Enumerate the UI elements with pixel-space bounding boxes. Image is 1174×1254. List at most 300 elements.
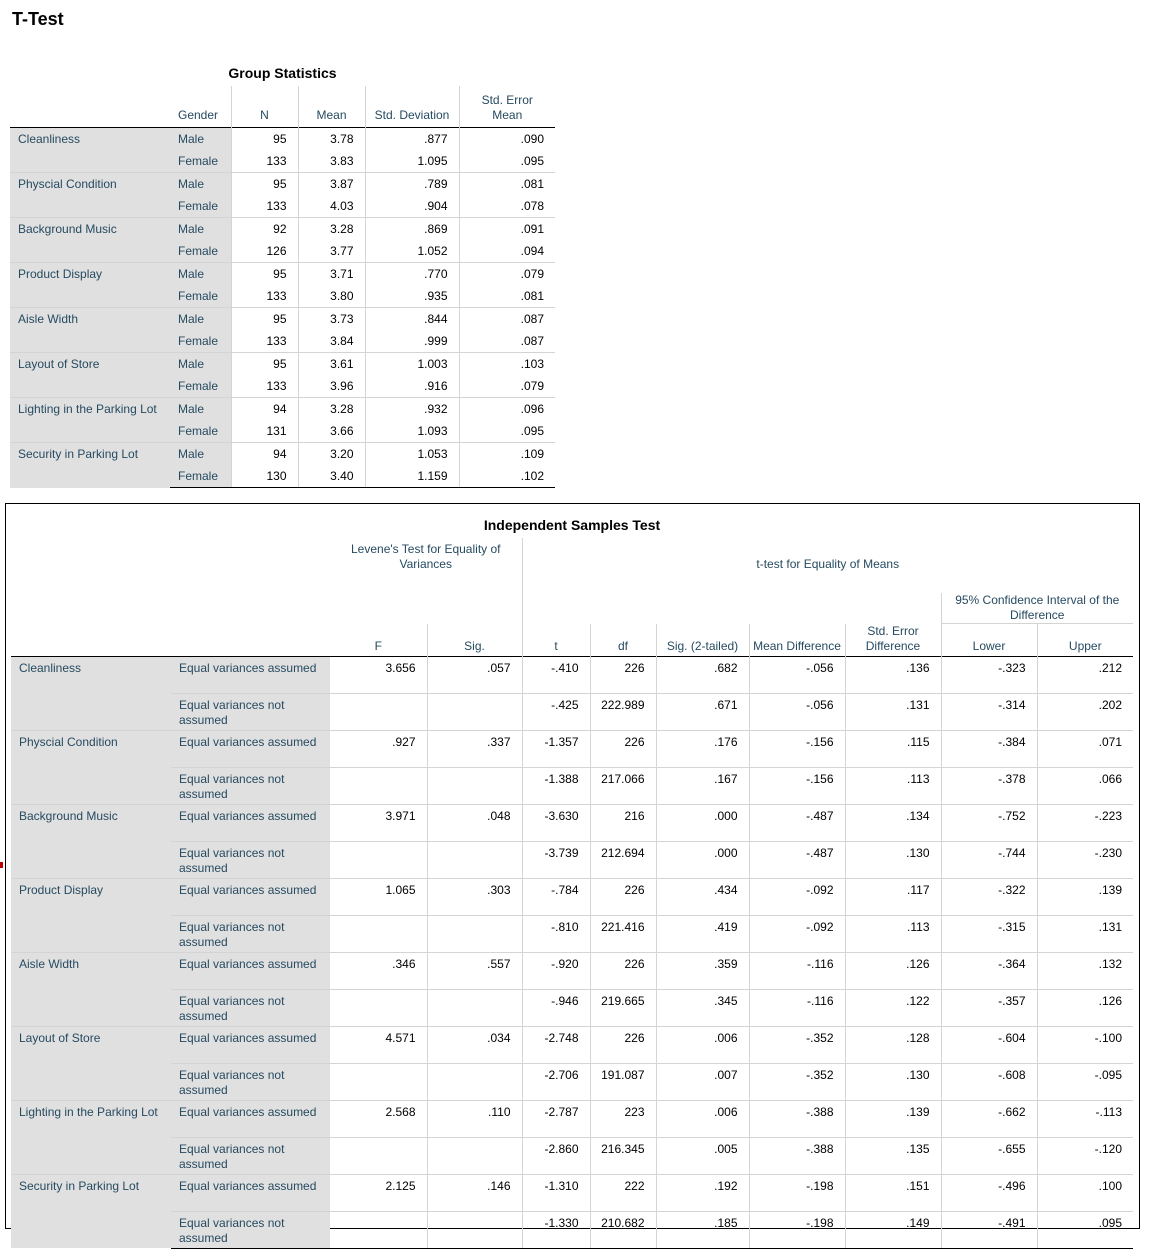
std-error-cell: .094	[459, 240, 555, 263]
table-row[interactable]	[11, 952, 1133, 989]
upper-cell: -.223	[1037, 804, 1133, 841]
header-t: t	[522, 624, 590, 657]
table-row[interactable]	[10, 173, 555, 196]
mean-cell: 3.40	[298, 465, 365, 488]
n-cell: 95	[231, 128, 298, 151]
f-cell: 2.568	[330, 1100, 427, 1137]
std-error-cell: .079	[459, 375, 555, 398]
sig-cell	[427, 1137, 522, 1174]
gender-label: Male	[170, 308, 231, 331]
header-f: F	[374, 638, 382, 653]
table-row[interactable]	[11, 1026, 1133, 1063]
std-error-difference-cell: .134	[845, 804, 941, 841]
sig-cell: .557	[427, 952, 522, 989]
gender-label: Female	[170, 375, 231, 398]
gender-label: Male	[170, 353, 231, 376]
t-cell: -.410	[522, 656, 590, 693]
std-error-cell: .081	[459, 173, 555, 196]
n-cell: 133	[231, 195, 298, 218]
header-blank-2	[11, 572, 330, 593]
std-error-difference-cell: .131	[845, 693, 941, 730]
df-cell: 226	[590, 656, 656, 693]
mean-cell: 3.20	[298, 443, 365, 466]
row-label: Product Display	[11, 878, 171, 952]
f-cell: 2.125	[330, 1174, 427, 1211]
table-row[interactable]	[11, 841, 1133, 878]
std-error-difference-cell: .151	[845, 1174, 941, 1211]
variance-assumption-label: Equal variances not assumed	[171, 1063, 330, 1100]
lower-cell: -.384	[941, 730, 1037, 767]
mean-cell: 3.87	[298, 173, 365, 196]
std-error-cell: .096	[459, 398, 555, 421]
t-cell: -1.388	[522, 767, 590, 804]
lower-cell: -.378	[941, 767, 1037, 804]
f-cell: 1.065	[330, 878, 427, 915]
gender-label: Female	[170, 420, 231, 443]
header-ttest: t-test for Equality of Means	[522, 538, 1133, 593]
t-cell: -.810	[522, 915, 590, 952]
upper-cell: .071	[1037, 730, 1133, 767]
variance-assumption-label: Equal variances assumed	[171, 952, 330, 989]
f-cell	[330, 693, 427, 730]
table-row[interactable]	[10, 353, 555, 376]
sig-cell: .048	[427, 804, 522, 841]
sig-2-tailed-cell: .176	[656, 730, 749, 767]
t-cell: -2.748	[522, 1026, 590, 1063]
header-lower: Lower	[941, 624, 1037, 657]
std-error-cell: .095	[459, 150, 555, 173]
n-cell: 95	[231, 263, 298, 286]
df-cell: 210.682	[590, 1211, 656, 1248]
sig-2-tailed-cell: .345	[656, 989, 749, 1026]
sig-cell	[427, 841, 522, 878]
header-blank-3	[11, 593, 330, 624]
mean-cell: 3.61	[298, 353, 365, 376]
row-label: Lighting in the Parking Lot	[10, 398, 170, 443]
n-cell: 133	[231, 330, 298, 353]
std-deviation-cell: .770	[365, 263, 459, 286]
mean-cell: 4.03	[298, 195, 365, 218]
std-deviation-cell: .869	[365, 218, 459, 241]
df-cell: 226	[590, 952, 656, 989]
row-label: Lighting in the Parking Lot	[11, 1100, 171, 1174]
std-error-difference-cell: .135	[845, 1137, 941, 1174]
df-cell: 226	[590, 878, 656, 915]
mean-cell: 3.73	[298, 308, 365, 331]
lower-cell: -.323	[941, 656, 1037, 693]
header-std-error-line1: Std. Error	[481, 93, 533, 107]
df-cell: 191.087	[590, 1063, 656, 1100]
std-error-cell: .090	[459, 128, 555, 151]
std-deviation-cell: 1.095	[365, 150, 459, 173]
std-error-difference-cell: .136	[845, 656, 941, 693]
std-deviation-cell: .999	[365, 330, 459, 353]
independent-samples-table[interactable]	[11, 512, 1133, 1249]
sig-2-tailed-cell: .005	[656, 1137, 749, 1174]
mean-difference-cell: -.198	[749, 1174, 845, 1211]
variance-assumption-label: Equal variances assumed	[171, 1026, 330, 1063]
header-df: df	[590, 624, 656, 657]
f-cell: .346	[330, 952, 427, 989]
group-statistics-title: Group Statistics	[228, 65, 337, 81]
t-cell: -2.860	[522, 1137, 590, 1174]
table-row[interactable]	[11, 878, 1133, 915]
header-blank-5	[522, 593, 941, 624]
header-sig: Sig.	[427, 624, 522, 657]
df-cell: 222	[590, 1174, 656, 1211]
std-error-difference-cell: .113	[845, 915, 941, 952]
variance-assumption-label: Equal variances assumed	[171, 730, 330, 767]
mean-cell: 3.78	[298, 128, 365, 151]
t-cell: -1.330	[522, 1211, 590, 1248]
header-std-error-difference: Std. Error Difference	[845, 624, 941, 657]
upper-cell: .095	[1037, 1211, 1133, 1248]
sig-2-tailed-cell: .434	[656, 878, 749, 915]
upper-cell: -.120	[1037, 1137, 1133, 1174]
sig-cell: .057	[427, 656, 522, 693]
row-label: Security in Parking Lot	[11, 1174, 171, 1248]
mean-cell: 3.66	[298, 420, 365, 443]
mean-difference-cell: -.116	[749, 952, 845, 989]
lower-cell: -.491	[941, 1211, 1037, 1248]
lower-cell: -.322	[941, 878, 1037, 915]
page-title: T-Test	[12, 9, 64, 29]
std-deviation-cell: .932	[365, 398, 459, 421]
upper-cell: .100	[1037, 1174, 1133, 1211]
header-std-deviation: Std. Deviation	[365, 86, 459, 128]
lower-cell: -.315	[941, 915, 1037, 952]
t-cell: -.784	[522, 878, 590, 915]
gender-label: Male	[170, 398, 231, 421]
upper-cell: -.113	[1037, 1100, 1133, 1137]
row-label: Layout of Store	[10, 353, 170, 398]
table-row[interactable]	[11, 1063, 1133, 1100]
mean-cell: 3.28	[298, 218, 365, 241]
df-cell: 212.694	[590, 841, 656, 878]
upper-cell: -.095	[1037, 1063, 1133, 1100]
std-deviation-cell: .935	[365, 285, 459, 308]
std-error-cell: .081	[459, 285, 555, 308]
table-row[interactable]	[11, 767, 1133, 804]
sig-cell	[427, 767, 522, 804]
std-error-difference-cell: .115	[845, 730, 941, 767]
row-label: Aisle Width	[11, 952, 171, 1026]
n-cell: 130	[231, 465, 298, 488]
std-error-cell: .078	[459, 195, 555, 218]
std-error-difference-cell: .113	[845, 767, 941, 804]
df-cell: 222.989	[590, 693, 656, 730]
table-row[interactable]	[10, 308, 555, 331]
df-cell: 219.665	[590, 989, 656, 1026]
std-deviation-cell: .789	[365, 173, 459, 196]
mean-difference-cell: -.352	[749, 1026, 845, 1063]
t-cell: -.425	[522, 693, 590, 730]
header-n: N	[231, 86, 298, 128]
mean-difference-cell: -.092	[749, 915, 845, 952]
upper-cell: .202	[1037, 693, 1133, 730]
row-marker	[0, 862, 3, 868]
sig-2-tailed-cell: .167	[656, 767, 749, 804]
mean-cell: 3.96	[298, 375, 365, 398]
lower-cell: -.744	[941, 841, 1037, 878]
gender-label: Male	[170, 443, 231, 466]
std-deviation-cell: .916	[365, 375, 459, 398]
sig-cell: .337	[427, 730, 522, 767]
f-cell	[330, 1137, 427, 1174]
header-std-error-line2: Mean	[492, 108, 523, 122]
gender-label: Male	[170, 128, 231, 151]
sig-cell	[427, 693, 522, 730]
mean-difference-cell: -.487	[749, 841, 845, 878]
lower-cell: -.496	[941, 1174, 1037, 1211]
std-deviation-cell: 1.052	[365, 240, 459, 263]
n-cell: 94	[231, 443, 298, 466]
sig-cell: .110	[427, 1100, 522, 1137]
f-cell	[330, 1211, 427, 1248]
lower-cell: -.314	[941, 693, 1037, 730]
sig-2-tailed-cell: .192	[656, 1174, 749, 1211]
gender-label: Female	[170, 330, 231, 353]
lower-cell: -.655	[941, 1137, 1037, 1174]
df-cell: 221.416	[590, 915, 656, 952]
mean-difference-cell: -.092	[749, 878, 845, 915]
table-row[interactable]	[11, 1100, 1133, 1137]
f-cell	[330, 1063, 427, 1100]
std-error-cell: .087	[459, 330, 555, 353]
header-sig-2-tailed: Sig. (2-tailed)	[656, 624, 749, 657]
row-label: Layout of Store	[11, 1026, 171, 1100]
row-label: Cleanliness	[11, 656, 171, 730]
sig-2-tailed-cell: .359	[656, 952, 749, 989]
header-blank-4	[330, 593, 522, 624]
variance-assumption-label: Equal variances assumed	[171, 1100, 330, 1137]
std-error-difference-cell: .149	[845, 1211, 941, 1248]
mean-cell: 3.71	[298, 263, 365, 286]
row-label: Security in Parking Lot	[10, 443, 170, 488]
table-row[interactable]	[10, 218, 555, 241]
row-label: Physcial Condition	[11, 730, 171, 804]
n-cell: 133	[231, 375, 298, 398]
sig-cell	[427, 1211, 522, 1248]
table-row[interactable]	[11, 804, 1133, 841]
f-cell: .927	[330, 730, 427, 767]
std-deviation-cell: .844	[365, 308, 459, 331]
table-row[interactable]	[11, 1211, 1133, 1248]
table-row[interactable]	[11, 693, 1133, 730]
f-cell	[330, 841, 427, 878]
df-cell: 223	[590, 1100, 656, 1137]
table-row[interactable]	[11, 915, 1133, 952]
std-error-difference-cell: .126	[845, 952, 941, 989]
std-error-cell: .103	[459, 353, 555, 376]
variance-assumption-label: Equal variances not assumed	[171, 915, 330, 952]
group-statistics-table[interactable]	[10, 60, 555, 488]
gender-label: Male	[170, 173, 231, 196]
t-cell: -2.787	[522, 1100, 590, 1137]
mean-difference-cell: -.198	[749, 1211, 845, 1248]
n-cell: 95	[231, 173, 298, 196]
lower-cell: -.357	[941, 989, 1037, 1026]
sig-2-tailed-cell: .185	[656, 1211, 749, 1248]
mean-cell: 3.84	[298, 330, 365, 353]
variance-assumption-label: Equal variances not assumed	[171, 989, 330, 1026]
std-deviation-cell: 1.093	[365, 420, 459, 443]
table-row[interactable]	[11, 656, 1133, 693]
table-row[interactable]	[10, 128, 555, 151]
gender-label: Female	[170, 240, 231, 263]
std-error-cell: .091	[459, 218, 555, 241]
header-blank	[10, 86, 170, 128]
gender-label: Female	[170, 195, 231, 218]
lower-cell: -.608	[941, 1063, 1037, 1100]
mean-difference-cell: -.388	[749, 1137, 845, 1174]
sig-cell	[427, 1063, 522, 1100]
table-row[interactable]	[11, 1137, 1133, 1174]
t-cell: -3.630	[522, 804, 590, 841]
table-row[interactable]	[11, 730, 1133, 767]
f-cell: 3.971	[330, 804, 427, 841]
mean-cell: 3.77	[298, 240, 365, 263]
n-cell: 133	[231, 285, 298, 308]
f-cell	[330, 767, 427, 804]
mean-cell: 3.83	[298, 150, 365, 173]
t-cell: -.946	[522, 989, 590, 1026]
std-error-difference-cell: .130	[845, 841, 941, 878]
variance-assumption-label: Equal variances assumed	[171, 804, 330, 841]
std-error-difference-cell: .139	[845, 1100, 941, 1137]
row-label: Cleanliness	[10, 128, 170, 173]
std-error-difference-cell: .122	[845, 989, 941, 1026]
sig-2-tailed-cell: .000	[656, 804, 749, 841]
table-row[interactable]	[10, 263, 555, 286]
upper-cell: .126	[1037, 989, 1133, 1026]
std-deviation-cell: 1.003	[365, 353, 459, 376]
upper-cell: -.230	[1037, 841, 1133, 878]
gender-label: Male	[170, 218, 231, 241]
header-blank-1	[11, 538, 330, 572]
n-cell: 131	[231, 420, 298, 443]
t-cell: -2.706	[522, 1063, 590, 1100]
header-std-error-mean	[459, 86, 555, 128]
variance-assumption-label: Equal variances not assumed	[171, 841, 330, 878]
sig-cell	[427, 989, 522, 1026]
f-cell	[330, 989, 427, 1026]
mean-difference-cell: -.388	[749, 1100, 845, 1137]
upper-cell: .066	[1037, 767, 1133, 804]
df-cell: 217.066	[590, 767, 656, 804]
n-cell: 92	[231, 218, 298, 241]
independent-samples-panel	[5, 503, 1140, 1245]
mean-cell: 3.28	[298, 398, 365, 421]
variance-assumption-label: Equal variances assumed	[171, 878, 330, 915]
sig-2-tailed-cell: .671	[656, 693, 749, 730]
table-row[interactable]	[10, 443, 555, 466]
std-deviation-cell: 1.053	[365, 443, 459, 466]
gender-label: Male	[170, 263, 231, 286]
mean-difference-cell: -.056	[749, 693, 845, 730]
t-cell: -.920	[522, 952, 590, 989]
t-cell: -1.310	[522, 1174, 590, 1211]
std-error-cell: .102	[459, 465, 555, 488]
n-cell: 133	[231, 150, 298, 173]
header-gender: Gender	[178, 108, 219, 122]
variance-assumption-label: Equal variances not assumed	[171, 693, 330, 730]
variance-assumption-label: Equal variances not assumed	[171, 767, 330, 804]
mean-difference-cell: -.056	[749, 656, 845, 693]
sig-2-tailed-cell: .007	[656, 1063, 749, 1100]
header-ci: 95% Confidence Interval of the Difference	[941, 593, 1133, 624]
variance-assumption-label: Equal variances not assumed	[171, 1137, 330, 1174]
df-cell: 226	[590, 730, 656, 767]
std-error-difference-cell: .117	[845, 878, 941, 915]
sig-2-tailed-cell: .682	[656, 656, 749, 693]
variance-assumption-label: Equal variances assumed	[171, 656, 330, 693]
table-row[interactable]	[10, 398, 555, 421]
lower-cell: -.364	[941, 952, 1037, 989]
gender-label: Female	[170, 150, 231, 173]
std-error-difference-cell: .130	[845, 1063, 941, 1100]
row-label: Background Music	[10, 218, 170, 263]
lower-cell: -.604	[941, 1026, 1037, 1063]
std-error-difference-cell: .128	[845, 1026, 941, 1063]
std-deviation-cell: .877	[365, 128, 459, 151]
gender-label: Female	[170, 285, 231, 308]
std-deviation-cell: 1.159	[365, 465, 459, 488]
variance-assumption-label: Equal variances assumed	[171, 1174, 330, 1211]
mean-difference-cell: -.156	[749, 767, 845, 804]
gender-label: Female	[170, 465, 231, 488]
row-label: Physcial Condition	[10, 173, 170, 218]
sig-2-tailed-cell: .006	[656, 1100, 749, 1137]
mean-difference-cell: -.116	[749, 989, 845, 1026]
std-error-cell: .109	[459, 443, 555, 466]
n-cell: 126	[231, 240, 298, 263]
mean-difference-cell: -.352	[749, 1063, 845, 1100]
std-error-cell: .079	[459, 263, 555, 286]
std-deviation-cell: .904	[365, 195, 459, 218]
mean-difference-cell: -.156	[749, 730, 845, 767]
sig-cell: .146	[427, 1174, 522, 1211]
upper-cell: .139	[1037, 878, 1133, 915]
mean-difference-cell: -.487	[749, 804, 845, 841]
sig-2-tailed-cell: .000	[656, 841, 749, 878]
df-cell: 216.345	[590, 1137, 656, 1174]
sig-cell	[427, 915, 522, 952]
lower-cell: -.752	[941, 804, 1037, 841]
n-cell: 94	[231, 398, 298, 421]
upper-cell: .212	[1037, 656, 1133, 693]
sig-cell: .303	[427, 878, 522, 915]
upper-cell: .132	[1037, 952, 1133, 989]
t-cell: -3.739	[522, 841, 590, 878]
row-label: Product Display	[10, 263, 170, 308]
lower-cell: -.662	[941, 1100, 1037, 1137]
upper-cell: .131	[1037, 915, 1133, 952]
table-row[interactable]	[11, 1174, 1133, 1211]
header-levene: Levene's Test for Equality of Variances	[351, 542, 501, 571]
header-upper: Upper	[1037, 624, 1133, 657]
header-mean: Mean	[298, 86, 365, 128]
std-error-cell: .095	[459, 420, 555, 443]
sig-2-tailed-cell: .006	[656, 1026, 749, 1063]
header-blank-6	[11, 624, 330, 657]
df-cell: 216	[590, 804, 656, 841]
n-cell: 95	[231, 308, 298, 331]
df-cell: 226	[590, 1026, 656, 1063]
table-row[interactable]	[11, 989, 1133, 1026]
std-error-cell: .087	[459, 308, 555, 331]
mean-cell: 3.80	[298, 285, 365, 308]
